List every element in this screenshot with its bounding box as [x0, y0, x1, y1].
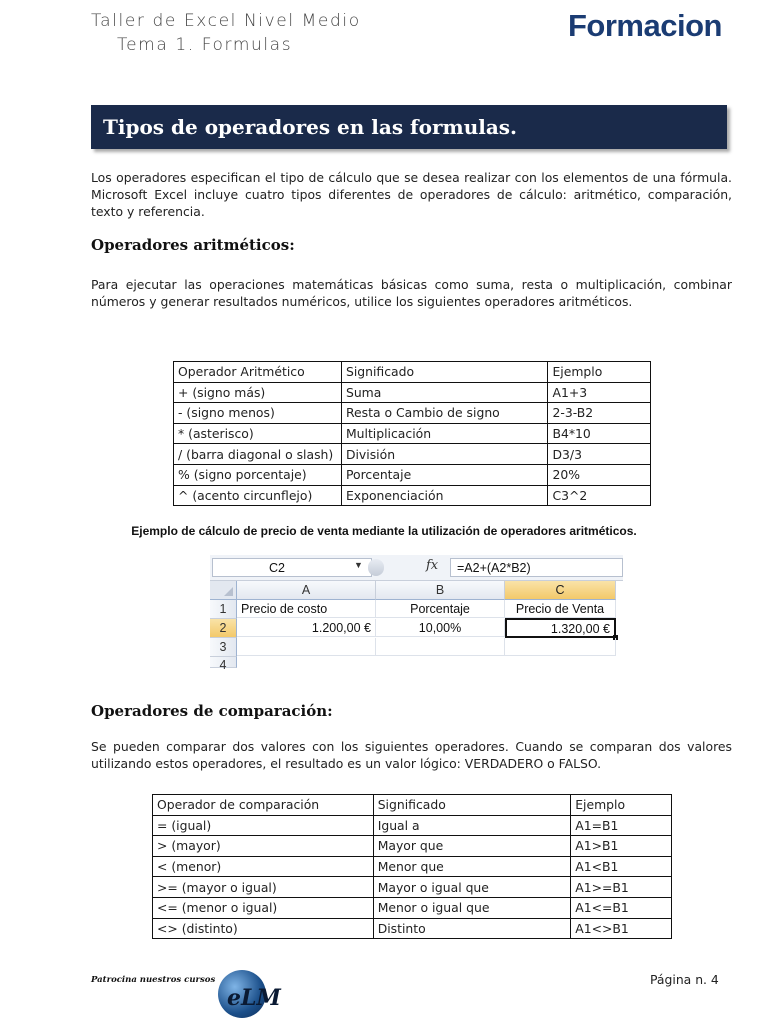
comp-cell: A1<B1: [571, 856, 672, 877]
chevron-down-icon[interactable]: ▼: [354, 560, 363, 570]
table-row: [174, 444, 651, 465]
cell-b3[interactable]: [376, 638, 505, 656]
row-header-2[interactable]: 2: [210, 619, 237, 638]
arith-cell: 2-3-B2: [548, 403, 651, 424]
cell-c3[interactable]: [505, 638, 616, 656]
column-header-c[interactable]: C: [505, 581, 616, 600]
example-caption: Ejemplo de cálculo de precio de venta mediante la utilización de operadores aritméticos.: [131, 524, 637, 538]
comp-paragraph: Se pueden comparar dos valores con los siguientes operadores. Cuando se comparan dos valores utilizando estos operadores, el resultado es un valor lógico: VERDADERO o FALSO.: [91, 739, 732, 771]
comp-cell: A1<>B1: [571, 918, 672, 939]
comp-cell: = (igual): [153, 815, 374, 836]
fx-icon[interactable]: fx: [426, 558, 439, 573]
arith-cell: A1+3: [548, 382, 651, 403]
arith-header-row: [174, 362, 651, 383]
cell-b1[interactable]: Porcentaje: [376, 600, 505, 618]
formacion-logo: [568, 8, 722, 44]
arith-cell: % (signo porcentaje): [174, 464, 342, 485]
row-header-3[interactable]: 3: [210, 638, 237, 657]
column-header-a[interactable]: A: [237, 581, 376, 600]
comp-cell: A1<=B1: [571, 897, 672, 918]
arith-column-header: Ejemplo: [548, 362, 651, 383]
select-all-corner[interactable]: [210, 581, 237, 600]
arith-cell: + (signo más): [174, 382, 342, 403]
header-course-title: Taller de Excel Nivel Medio: [91, 11, 361, 31]
arith-table: [173, 361, 651, 506]
sponsor-text: Patrocina nuestros cursos: [91, 975, 216, 985]
comp-table: [152, 794, 672, 939]
arith-column-header: Operador Aritmético: [174, 362, 342, 383]
row-header-1[interactable]: 1: [210, 600, 237, 619]
comp-cell: < (menor): [153, 856, 374, 877]
comp-cell: >= (mayor o igual): [153, 877, 374, 898]
table-row: [174, 464, 651, 485]
intro-paragraph: Los operadores especifican el tipo de cálculo que se desea realizar con los elementos de una fórmula. Microsoft Excel incluye cuatro tipos diferentes de operadores de cálculo: aritmético, comparación, texto y referencia.: [91, 170, 732, 219]
arith-cell: B4*10: [548, 423, 651, 444]
arith-column-header: Significado: [341, 362, 548, 383]
arith-cell: D3/3: [548, 444, 651, 465]
table-row: [153, 897, 672, 918]
arith-cell: 20%: [548, 464, 651, 485]
comp-heading: Operadores de comparación:: [91, 702, 333, 720]
cell-a3[interactable]: [237, 638, 376, 656]
arith-cell: - (signo menos): [174, 403, 342, 424]
table-row: [153, 918, 672, 939]
table-row: [153, 856, 672, 877]
comp-column-header: Ejemplo: [571, 795, 672, 816]
column-header-b[interactable]: B: [376, 581, 505, 600]
comp-header-row: [153, 795, 672, 816]
comp-cell: Menor que: [373, 856, 571, 877]
comp-cell: A1=B1: [571, 815, 672, 836]
cell-a1[interactable]: Precio de costo: [237, 600, 376, 618]
arith-cell: C3^2: [548, 485, 651, 506]
cell-c2-active[interactable]: 1.320,00 €: [505, 618, 616, 638]
arith-cell: Suma: [341, 382, 548, 403]
arith-cell: Multiplicación: [341, 423, 548, 444]
elm-logo-text: eLM: [227, 985, 281, 1011]
comp-cell: <> (distinto): [153, 918, 374, 939]
arith-paragraph: Para ejecutar las operaciones matemáticas básicas como suma, resta o multiplicación, combinar números y generar resultados numéricos, utilice los siguientes operadores aritméticos.: [91, 277, 732, 309]
comp-cell: Mayor o igual que: [373, 877, 571, 898]
name-box[interactable]: C2: [212, 558, 372, 577]
table-row: [153, 815, 672, 836]
page-number: Página n. 4: [650, 972, 719, 987]
arith-cell: * (asterisco): [174, 423, 342, 444]
arith-cell: Resta o Cambio de signo: [341, 403, 548, 424]
cell-b2[interactable]: 10,00%: [376, 619, 505, 637]
arith-cell: División: [341, 444, 548, 465]
comp-cell: Menor o igual que: [373, 897, 571, 918]
table-row: [174, 485, 651, 506]
table-row: [174, 403, 651, 424]
comp-cell: Mayor que: [373, 836, 571, 857]
excel-screenshot: [210, 555, 623, 672]
comp-cell: > (mayor): [153, 836, 374, 857]
arith-cell: ^ (acento circunflejo): [174, 485, 342, 506]
formula-bar: [210, 555, 623, 581]
elm-logo: [218, 970, 281, 1018]
comp-column-header: Significado: [373, 795, 571, 816]
header-topic-title: Tema 1. Formulas: [117, 35, 293, 55]
formula-input[interactable]: =A2+(A2*B2): [450, 558, 623, 577]
comp-cell: Igual a: [373, 815, 571, 836]
section-banner: Tipos de operadores en las formulas.: [91, 105, 727, 149]
table-row: [174, 382, 651, 403]
cell-c1[interactable]: Precio de Venta: [505, 600, 616, 618]
table-row: [153, 836, 672, 857]
arith-heading: Operadores aritméticos:: [91, 236, 295, 254]
row-header-4[interactable]: 4: [210, 657, 237, 668]
comp-cell: Distinto: [373, 918, 571, 939]
comp-cell: <= (menor o igual): [153, 897, 374, 918]
comp-column-header: Operador de comparación: [153, 795, 374, 816]
arith-cell: Exponenciación: [341, 485, 548, 506]
resize-handle-icon[interactable]: [368, 559, 384, 576]
table-row: [153, 877, 672, 898]
comp-cell: A1>=B1: [571, 877, 672, 898]
table-row: [174, 423, 651, 444]
cell-a2[interactable]: 1.200,00 €: [237, 619, 376, 637]
arith-cell: Porcentaje: [341, 464, 548, 485]
logo-text: Formacion: [568, 8, 722, 43]
arith-cell: / (barra diagonal o slash): [174, 444, 342, 465]
comp-cell: A1>B1: [571, 836, 672, 857]
